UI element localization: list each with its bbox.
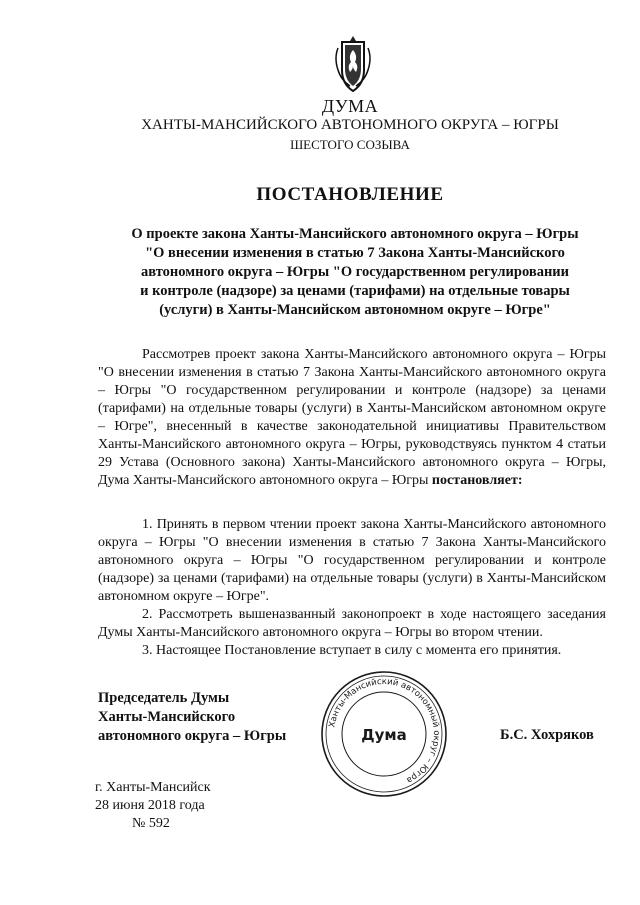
document-subject bbox=[95, 225, 615, 320]
document-title: ПОСТАНОВЛЕНИЕ bbox=[256, 184, 444, 205]
signer-position bbox=[98, 689, 286, 746]
coat-of-arms-icon bbox=[330, 34, 376, 94]
document-number: № 592 bbox=[132, 816, 170, 831]
okrug-heading: ХАНТЫ-МАНСИЙСКОГО АВТОНОМНОГО ОКРУГА – ЮГРЫ bbox=[141, 117, 559, 133]
signing-date: 28 июня 2018 года bbox=[95, 798, 205, 813]
signer-position-line: автономного округа – Югры bbox=[98, 728, 287, 744]
subject-line: и контроле (надзоре) за ценами (тарифами) на отдельные товары bbox=[140, 283, 570, 299]
signer-position-line: Ханты-Мансийского bbox=[98, 709, 236, 725]
subject-line: автономного округа – Югры "О государственном регулировании bbox=[140, 264, 570, 280]
official-seal bbox=[318, 668, 450, 800]
preamble-text: Рассмотрев проект закона Ханты-Мансийского автономного округа – Югры "О внесении изменения в статью 7 Закона Ханты-Мансийского автономного округа – Югры "О государственном регулировании и контроле (надзоре) за ценами (тарифами) на отдельные товары (услуги) в Ханты-Мансийском автономном округе – Югре", внесенный в качестве законодательной инициативы Правительством Ханты-Мансийского автономного округа – Югры, руководствуясь пунктом 4 статьи 29 Устава (Основного закона) Ханты-Мансийского автономного округа – Югры, Дума Ханты-Мансийского автономного округа – Югры bbox=[98, 347, 606, 488]
seal-center-text: Дума bbox=[361, 726, 407, 744]
resolution-items bbox=[98, 516, 606, 660]
subject-line: (услуги) в Ханты-Мансийском автономном округе – Югре" bbox=[159, 302, 551, 318]
preamble-paragraph bbox=[98, 346, 606, 490]
signer-name: Б.С. Хохряков bbox=[500, 727, 594, 743]
signer-position-line: Председатель Думы bbox=[98, 690, 230, 706]
subject-line: "О внесении изменения в статью 7 Закона Ханты-Мансийского bbox=[145, 245, 565, 261]
seal-ring-text: Ханты-Мансийский автономный округ – Югра bbox=[327, 676, 442, 786]
decides-word: постановляет: bbox=[431, 473, 523, 488]
resolution-item: 3. Настоящее Постановление вступает в силу с момента его принятия. bbox=[142, 643, 562, 658]
resolution-item: 2. Рассмотреть вышеназванный законопроект в ходе настоящего заседания Думы Ханты-Мансийского автономного округа – Югры во втором чтении. bbox=[98, 607, 606, 640]
duma-heading: ДУМА bbox=[321, 96, 379, 116]
signing-place: г. Ханты-Мансийск bbox=[95, 780, 211, 795]
convocation-heading: ШЕСТОГО СОЗЫВА bbox=[290, 137, 410, 152]
resolution-item: 1. Принять в первом чтении проект закона Ханты-Мансийского автономного округа – Югры "О внесении изменения в статью 7 Закона Ханты-Мансийского автономного округа – Югры "О государственном регулировании и контроле (надзоре) за ценами (тарифами) на отдельные товары (услуги) в Ханты-Мансийском автономном округе – Югре". bbox=[98, 517, 606, 604]
subject-line: О проекте закона Ханты-Мансийского автономного округа – Югры bbox=[131, 226, 579, 242]
